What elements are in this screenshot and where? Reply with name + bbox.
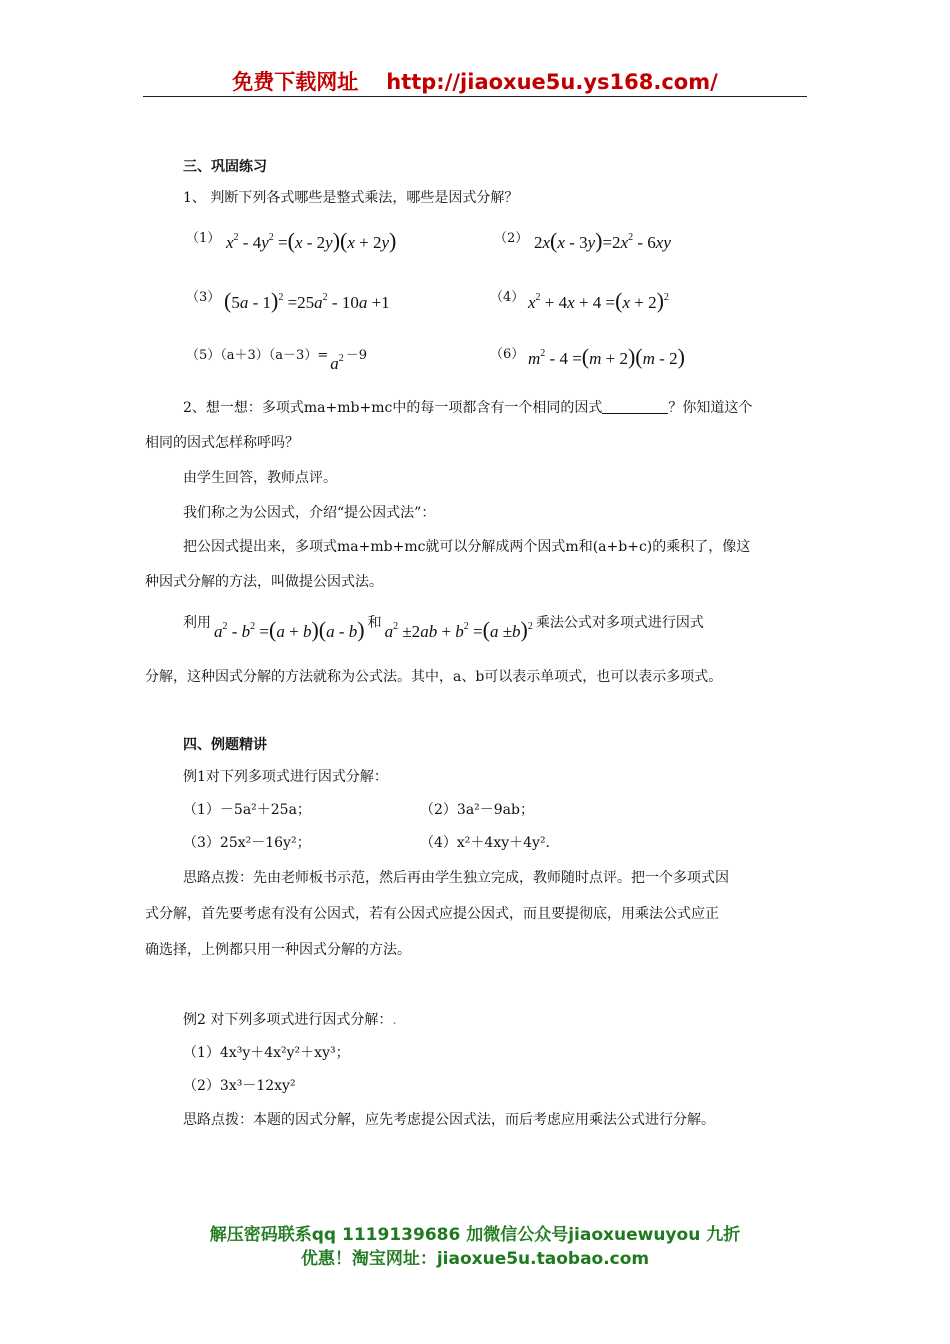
header-label: 免费下载网址: [232, 70, 359, 94]
example-1-item-1: （1）－5a²＋25a；: [183, 802, 311, 818]
question-1: 1、 判断下列各式哪些是整式乘法，哪些是因式分解？: [183, 190, 519, 206]
question-2-text: 2、想一想：多项式ma+mb+mc中的每一项都含有一个相同的因式: [183, 400, 603, 416]
para-student-answer: 由学生回答，教师点评。: [183, 470, 337, 486]
question-2-tail: ？你知道这个: [668, 400, 753, 416]
header-url-link[interactable]: http://jiaoxue5u.ys168.com/: [386, 70, 718, 94]
item-4-num: （4）: [490, 290, 525, 305]
item-6-num: （6）: [490, 347, 525, 362]
item-2-num: （2）: [494, 231, 529, 246]
formula-pre: 利用: [183, 615, 211, 631]
item-4-formula: $x^2 + 4x + 4 =(x + 2)^2$: [528, 288, 669, 313]
item-1-num: （1）: [186, 231, 221, 246]
item-5-num: （5）: [186, 348, 221, 363]
hint-1-line-2: 式分解，首先要考虑有没有公因式，若有公因式应提公因式，而且要提彻底，用乘法公式应正: [145, 906, 719, 922]
hint-1-line-3: 确选择，上例都只用一种因式分解的方法。: [145, 942, 411, 958]
item-3-num: （3）: [186, 290, 221, 305]
answer-blank[interactable]: [602, 399, 668, 414]
question-2-cont: 相同的因式怎样称呼吗？: [145, 435, 299, 451]
example-2: 例2 对下列多项式进行因式分解：.: [183, 1012, 397, 1028]
example-2-item-1: （1）4x³y＋4x²y²＋xy³；: [183, 1045, 350, 1061]
example-1-item-3: （3）25x²－16y²；: [183, 835, 311, 851]
item-1-formula: $x^2 - 4y^2 =(x - 2y)(x + 2y)$: [226, 228, 397, 253]
page-header: [0, 66, 950, 96]
example-1: 例1对下列多项式进行因式分解：: [183, 769, 388, 785]
para-formula-cont: 分解，这种因式分解的方法就称为公式法。其中，a、b可以表示单项式，也可以表示多项式。: [145, 669, 723, 685]
header-divider: [143, 96, 807, 97]
example-2-text: 例2 对下列多项式进行因式分解：: [183, 1012, 393, 1028]
item-3-formula: $(5a - 1)^2 =25a^2 - 10a +1$: [224, 288, 390, 313]
para-extract-2: 种因式分解的方法，叫做提公因式法。: [145, 574, 383, 590]
section4-title: 四、例题精讲: [183, 737, 267, 753]
section3-title: 三、巩固练习: [183, 159, 267, 175]
item-2-formula: $2x(x - 3y)=2x^2 - 6xy$: [534, 228, 671, 253]
item-6-formula: $m^2 - 4 =(m + 2)(m - 2)$: [528, 344, 685, 369]
formula-perfect-square: $a^2 \pm 2ab + b^2 =(a \pm b)^2$: [384, 617, 533, 642]
formula-and: 和: [367, 615, 382, 631]
formula-post: 乘法公式对多项式进行因式: [535, 615, 704, 631]
example-2-item-2: （2）3x³－12xy²: [183, 1078, 296, 1094]
para-formula-method: [183, 607, 704, 642]
question-2: [183, 398, 752, 418]
item-5-text: （a＋3）（a－3）=: [220, 348, 329, 363]
para-common-factor: 我们称之为公因式，介绍“提公因式法”：: [183, 505, 436, 521]
formula-diff-squares: $a^2 - b^2 =(a + b)(a - b)$: [214, 617, 365, 642]
footer-line-2: 优惠！淘宝网址：jiaoxue5u.taobao.com: [300, 1249, 650, 1269]
example-1-item-4: （4）x²＋4xy＋4y².: [420, 835, 551, 851]
item-5: $(5)(a+3)(a-3)= a^2 -9$: [186, 348, 367, 373]
hint-1-line-1: 思路点拨：先由老师板书示范，然后再由学生独立完成，教师随时点评。把一个多项式因: [183, 870, 729, 886]
example-1-item-2: （2）3a²－9ab；: [420, 802, 534, 818]
hint-2: 思路点拨：本题的因式分解，应先考虑提公因式法，而后考虑应用乘法公式进行分解。: [183, 1112, 715, 1128]
item-5-after: －9: [345, 348, 367, 363]
para-extract-1: 把公因式提出来，多项式ma+mb+mc就可以分解成两个因式m和(a+b+c)的乘积了，像这: [183, 539, 751, 555]
footer-line-1: 解压密码联系qq 1119139686 加微信公众号jiaoxuewuyou 九折: [209, 1225, 741, 1245]
